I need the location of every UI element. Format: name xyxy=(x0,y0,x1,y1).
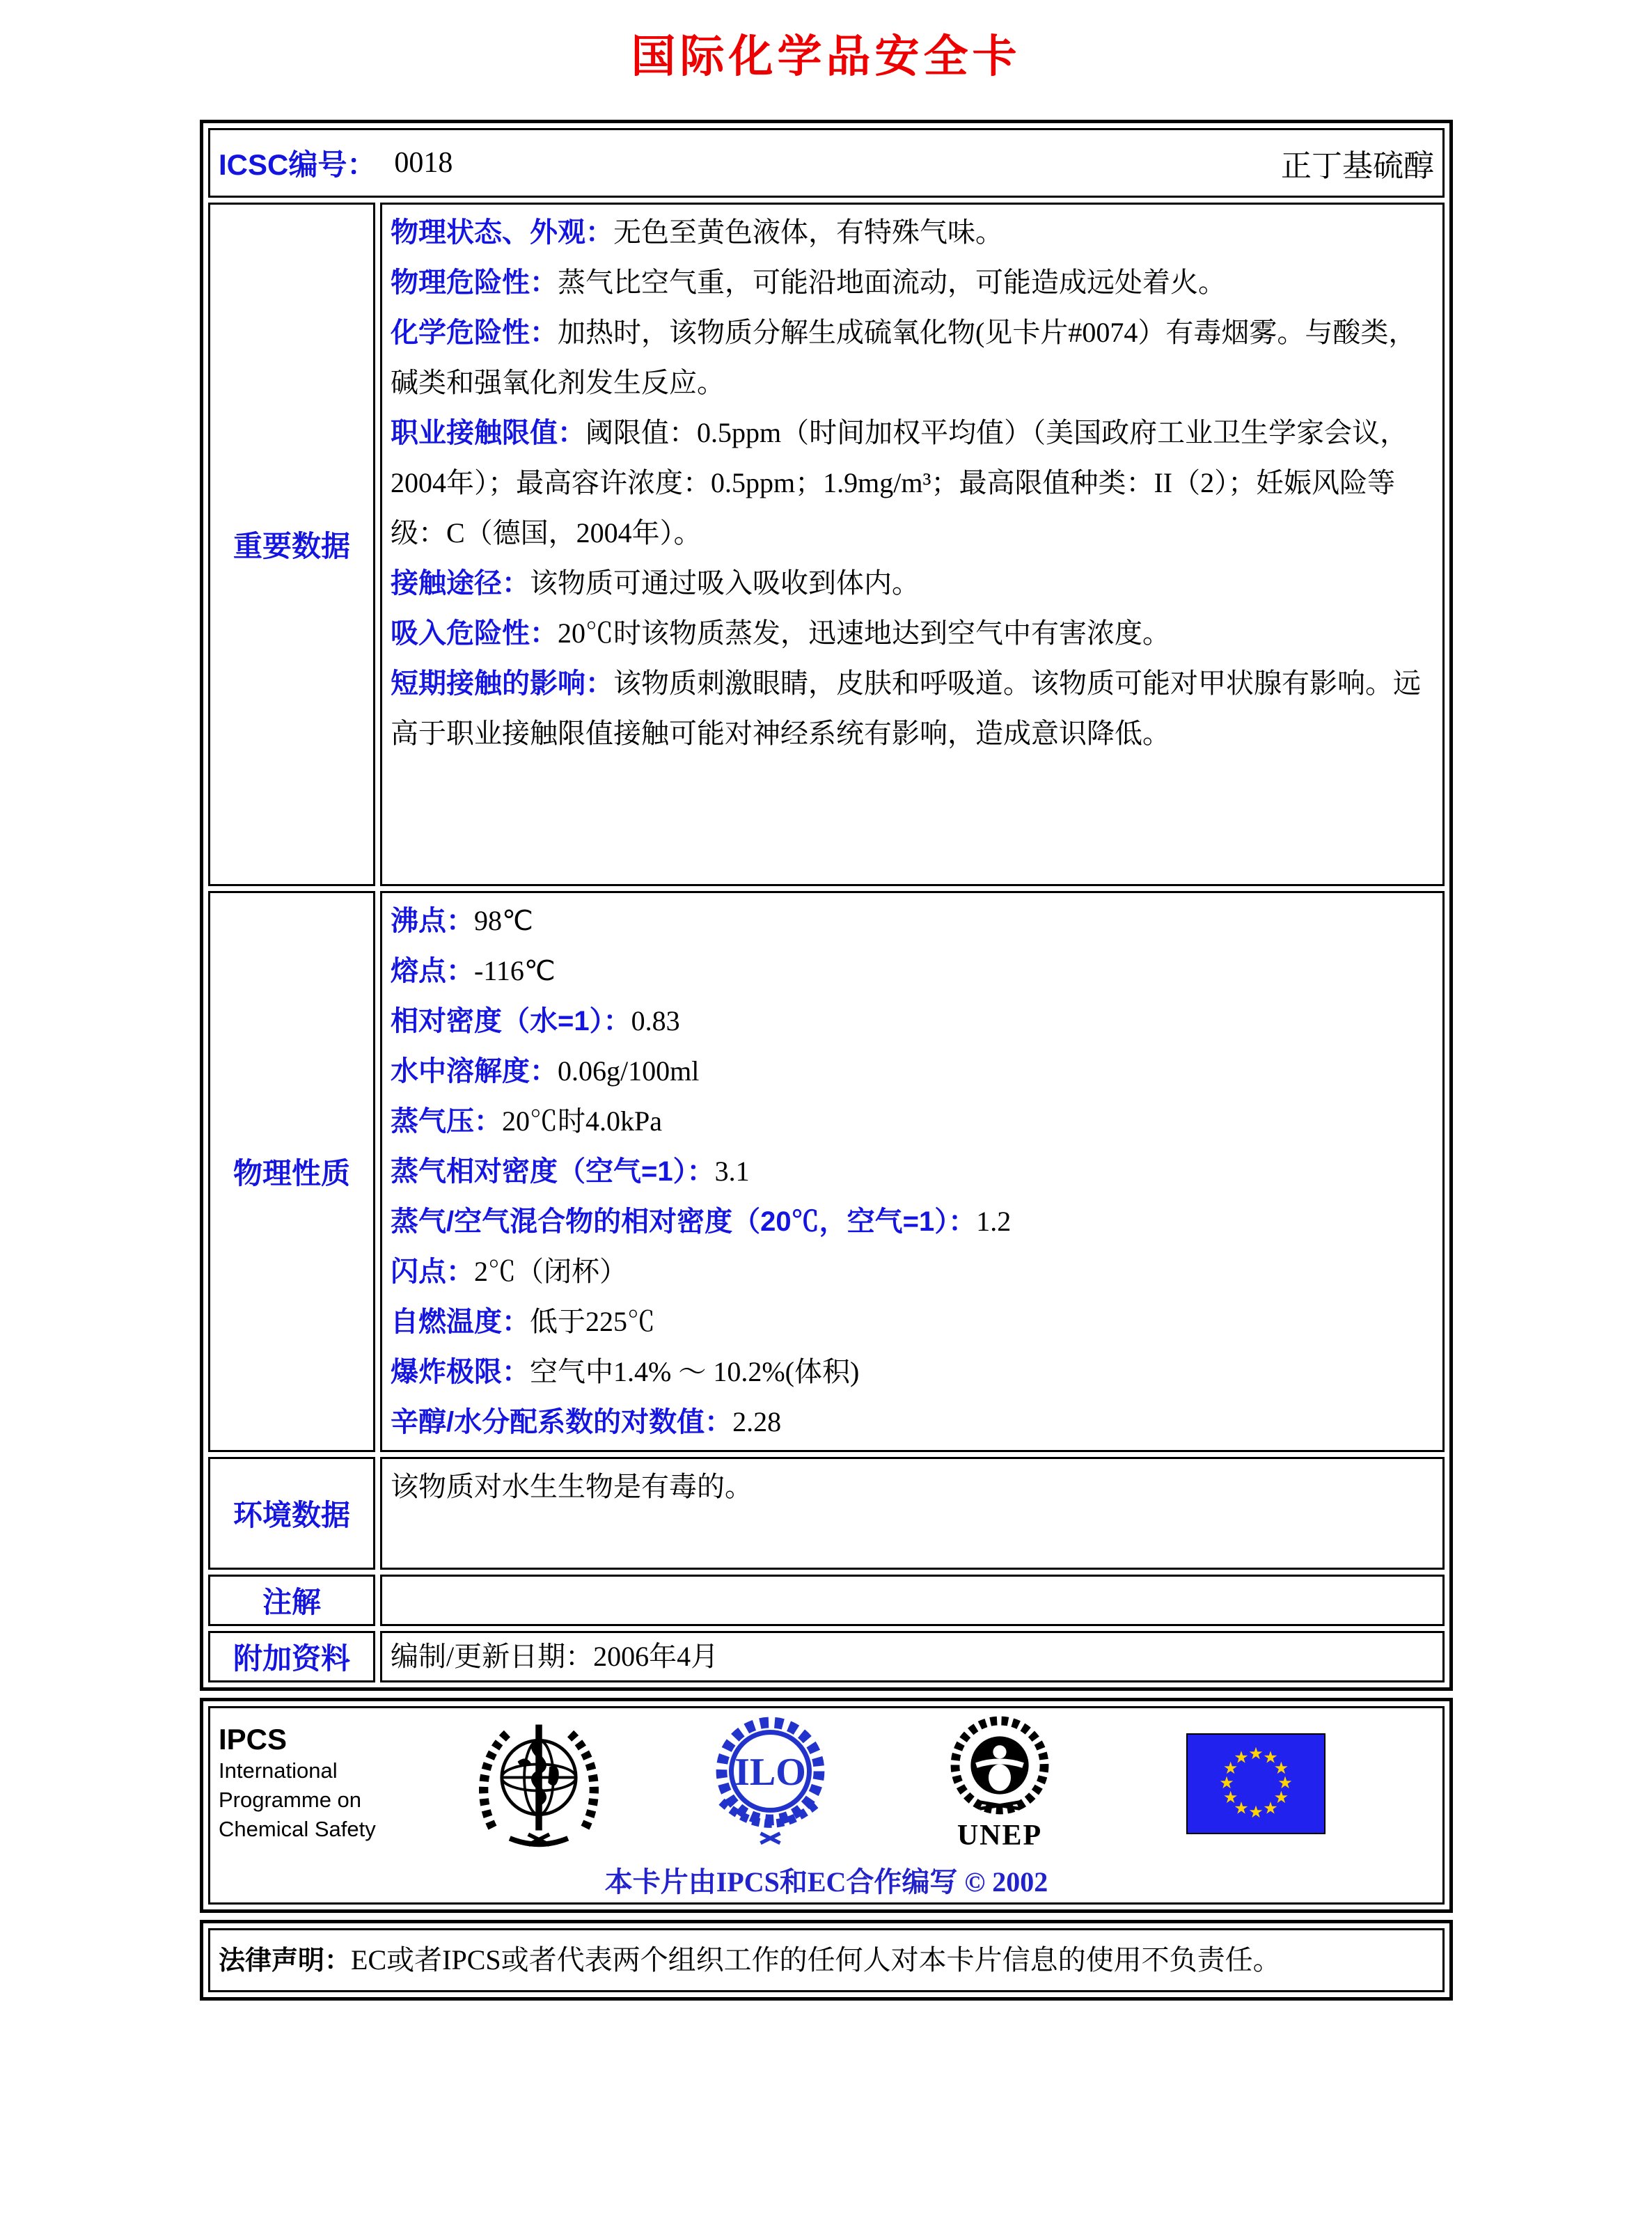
unep-label: UNEP xyxy=(957,1819,1043,1852)
important-item xyxy=(391,207,1434,258)
unep-logo-block xyxy=(944,1715,1055,1852)
property-item xyxy=(391,996,1434,1046)
legal-statement xyxy=(219,1935,1434,1985)
property-item xyxy=(391,1247,1434,1297)
notes-row-label: 注解 xyxy=(208,1575,375,1626)
field-value: 低于225℃ xyxy=(530,1306,655,1337)
physical-properties-row xyxy=(208,891,1445,1452)
property-item xyxy=(391,1297,1434,1347)
field-label: 熔点： xyxy=(391,956,474,986)
icsc-number-group xyxy=(219,142,453,184)
ipcs-title: IPCS xyxy=(219,1723,288,1756)
important-item xyxy=(391,308,1434,408)
svg-text:★: ★ xyxy=(1277,1774,1293,1792)
important-data-row-label: 重要数据 xyxy=(208,203,375,886)
chemical-name: 正丁基硫醇 xyxy=(1281,149,1434,183)
who-logo-icon xyxy=(473,1714,605,1853)
field-value: 无色至黄色液体，有特殊气味。 xyxy=(613,216,1003,248)
svg-text:★: ★ xyxy=(1263,1799,1278,1818)
important-data-row xyxy=(208,203,1445,886)
field-label: 水中溶解度： xyxy=(391,1056,558,1087)
legal-cell xyxy=(208,1928,1445,1992)
important-item xyxy=(391,608,1434,659)
ilo-letters: ILO xyxy=(734,1750,806,1794)
header-row xyxy=(208,128,1445,198)
ipcs-text-block xyxy=(219,1723,400,1844)
update-date-text: 编制/更新日期：2006年4月 xyxy=(391,1641,719,1672)
card-body xyxy=(200,120,1453,2001)
legal-label: 法律声明： xyxy=(219,1946,352,1976)
icsc-number-label: ICSC编号： xyxy=(219,148,377,181)
field-label: 化学危险性： xyxy=(391,317,558,348)
field-label: 职业接触限值： xyxy=(391,418,585,448)
additional-info-row-label: 附加资料 xyxy=(208,1631,375,1682)
additional-info-content xyxy=(380,1631,1445,1682)
ilo-logo-icon xyxy=(709,1714,831,1853)
ipcs-subtitle-line: Chemical Safety xyxy=(219,1816,376,1841)
ipcs-subtitle-line: Programme on xyxy=(219,1788,362,1813)
environmental-data-row xyxy=(208,1457,1445,1570)
field-label: 相对密度（水=1）： xyxy=(391,1006,631,1036)
field-label: 物理危险性： xyxy=(391,267,558,298)
notes-row xyxy=(208,1575,1445,1626)
page-title: 国际化学品安全卡 xyxy=(631,32,1021,81)
field-label: 短期接触的影响： xyxy=(391,668,613,699)
important-item xyxy=(391,659,1434,759)
svg-text:★: ★ xyxy=(1273,1759,1289,1778)
physical-properties-content xyxy=(380,891,1445,1452)
important-item xyxy=(391,408,1434,558)
field-value: 0.06g/100ml xyxy=(558,1055,700,1087)
property-item xyxy=(391,1397,1434,1447)
field-value: 2℃（闭杯） xyxy=(474,1256,627,1287)
field-label: 吸入危险性： xyxy=(391,618,558,649)
field-value: 3.1 xyxy=(714,1156,750,1187)
property-item xyxy=(391,946,1434,996)
field-value: -116℃ xyxy=(474,955,556,986)
unep-logo-icon xyxy=(944,1715,1055,1821)
field-value: 该物质刺激眼睛，皮肤和呼吸道。该物质可能对甲状腺有影响。远高于职业接触限值接触可能对神经系统有影响，造成意识降低。 xyxy=(391,668,1421,749)
field-value: 1.2 xyxy=(976,1206,1012,1237)
logos-row xyxy=(219,1711,1434,1856)
icsc-number-value: 0018 xyxy=(394,147,453,179)
physical-properties-row-label: 物理性质 xyxy=(208,891,375,1452)
svg-text:★: ★ xyxy=(1263,1749,1278,1767)
field-label: 沸点： xyxy=(391,906,474,936)
property-item xyxy=(391,1046,1434,1096)
environmental-text: 该物质对水生生物是有毒的。 xyxy=(391,1471,753,1502)
field-label: 蒸气/空气混合物的相对密度（20℃，空气=1）： xyxy=(391,1206,977,1237)
important-data-content xyxy=(380,203,1445,886)
property-item xyxy=(391,1197,1434,1247)
environmental-data-row-label: 环境数据 xyxy=(208,1457,375,1570)
field-value: 空气中1.4% ～ 10.2%(体积) xyxy=(530,1356,860,1387)
field-value: 阈限值：0.5ppm（时间加权平均值）（美国政府工业卫生学家会议，2004年）；最高容许浓度：0.5ppm；1.9mg/m³；最高限值种类：II（2）；妊娠风险等级：C（德国，2004年）。 xyxy=(391,417,1408,549)
field-value: 该物质可通过吸入吸收到体内。 xyxy=(530,567,920,599)
footer-row xyxy=(208,1706,1445,1905)
eu-flag-icon xyxy=(1186,1733,1325,1834)
legal-row xyxy=(208,1928,1445,1992)
ipcs-subtitle-line: International xyxy=(219,1758,338,1783)
field-label: 物理状态、外观： xyxy=(391,217,613,248)
field-value: 20℃时4.0kPa xyxy=(502,1105,662,1137)
svg-text:★: ★ xyxy=(1222,1759,1238,1778)
field-label: 蒸气压： xyxy=(391,1106,502,1137)
svg-text:★: ★ xyxy=(1219,1774,1234,1792)
field-value: 98℃ xyxy=(474,905,533,936)
property-item xyxy=(391,1347,1434,1397)
field-value: 20℃时该物质蒸发，迅速地达到空气中有害浓度。 xyxy=(558,617,1170,649)
footer-table xyxy=(200,1698,1453,1913)
field-label: 自燃温度： xyxy=(391,1307,530,1337)
field-value: 加热时，该物质分解生成硫氧化物(见卡片#0074）有毒烟雾。与酸类，碱类和强氧化剂发生反应。 xyxy=(391,317,1417,398)
field-value: 0.83 xyxy=(631,1005,680,1036)
field-label: 辛醇/水分配系数的对数值： xyxy=(391,1407,733,1437)
svg-text:★: ★ xyxy=(1234,1799,1249,1818)
environmental-data-content xyxy=(380,1457,1445,1570)
footer-caption: 本卡片由IPCS和EC合作编写 © 2002 xyxy=(604,1866,1048,1898)
legal-table xyxy=(200,1920,1453,2001)
property-item xyxy=(391,1146,1434,1197)
svg-text:★: ★ xyxy=(1248,1744,1264,1763)
svg-text:★: ★ xyxy=(1234,1749,1249,1767)
additional-info-row xyxy=(208,1631,1445,1682)
svg-text:★: ★ xyxy=(1273,1788,1289,1807)
field-value: 蒸气比空气重，可能沿地面流动，可能造成远处着火。 xyxy=(558,267,1226,298)
footer-cell xyxy=(208,1706,1445,1905)
important-item xyxy=(391,258,1434,308)
property-item xyxy=(391,896,1434,946)
legal-text: EC或者IPCS或者代表两个组织工作的任何人对本卡片信息的使用不负责任。 xyxy=(351,1944,1281,1976)
notes-content xyxy=(380,1575,1445,1626)
important-item xyxy=(391,558,1434,608)
field-label: 接触途径： xyxy=(391,568,530,599)
field-label: 闪点： xyxy=(391,1256,474,1287)
main-table xyxy=(200,120,1453,1691)
field-label: 蒸气相对密度（空气=1）： xyxy=(391,1156,715,1187)
field-value: 2.28 xyxy=(732,1406,782,1437)
svg-text:★: ★ xyxy=(1222,1788,1238,1807)
field-label: 爆炸极限： xyxy=(391,1357,530,1387)
property-item xyxy=(391,1096,1434,1146)
svg-text:★: ★ xyxy=(1248,1803,1264,1822)
header-cell xyxy=(208,128,1445,198)
